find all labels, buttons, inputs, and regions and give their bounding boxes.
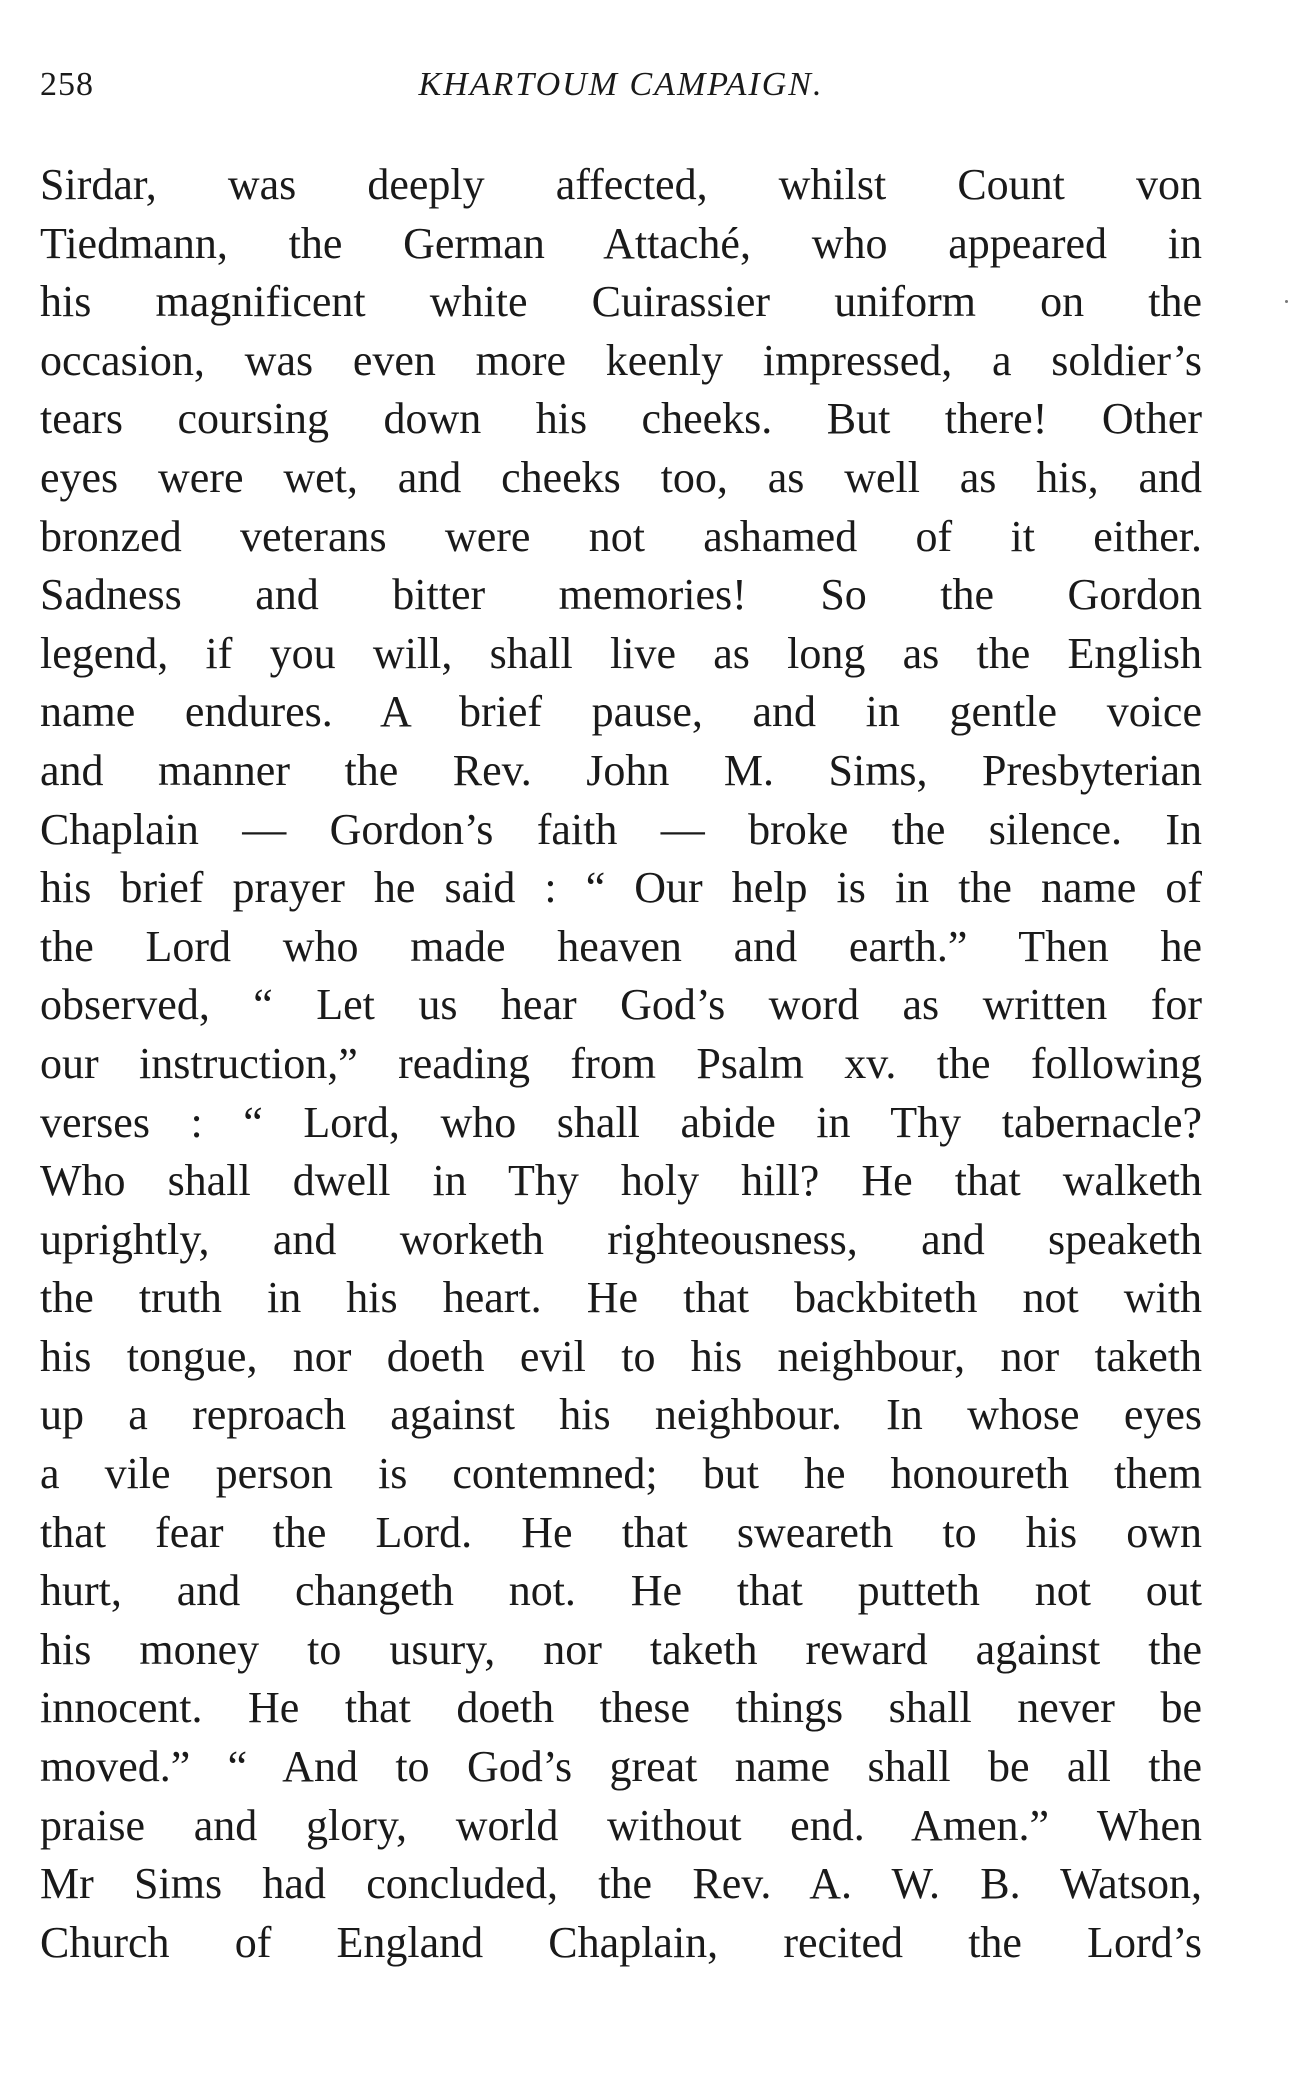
text-line: our instruction,” reading from Psalm xv. the following (40, 1038, 1202, 1088)
text-line: uprightly, and worketh righteousness, and speaketh (40, 1214, 1202, 1264)
body-text (40, 156, 1202, 1972)
text-line: that fear the Lord. He that sweareth to his own (40, 1507, 1202, 1557)
text-line: Tiedmann, the German Attaché, who appeared in (40, 218, 1202, 268)
text-line: Sadness and bitter memories! So the Gordon (40, 570, 1202, 620)
text-line: a vile person is contemned; but he honoureth them (40, 1449, 1202, 1499)
text-line: legend, if you will, shall live as long as the English (40, 628, 1202, 678)
text-line: name endures. A brief pause, and in gentle voice (40, 687, 1202, 737)
text-line: his money to usury, nor taketh reward against the (40, 1624, 1202, 1674)
text-line: observed, “ Let us hear God’s word as written for (40, 980, 1202, 1030)
text-line: the Lord who made heaven and earth.” Then he (40, 921, 1202, 971)
text-line: praise and glory, world without end. Amen.” When (40, 1800, 1202, 1850)
text-line: hurt, and changeth not. He that putteth not out (40, 1566, 1202, 1616)
text-line: bronzed veterans were not ashamed of it either. (40, 511, 1202, 561)
text-line: the truth in his heart. He that backbiteth not with (40, 1273, 1202, 1323)
paper-speck (1285, 300, 1288, 303)
text-line: verses : “ Lord, who shall abide in Thy tabernacle? (40, 1097, 1202, 1147)
text-line: Sirdar, was deeply affected, whilst Count von (40, 160, 1202, 209)
text-line: his magnificent white Cuirassier uniform on the (40, 277, 1202, 327)
text-line: his tongue, nor doeth evil to his neighbour, nor taketh (40, 1331, 1202, 1381)
text-line: tears coursing down his cheeks. But there! Other (40, 394, 1202, 444)
text-line: innocent. He that doeth these things shall never be (40, 1683, 1202, 1733)
text-line: Who shall dwell in Thy holy hill? He that walketh (40, 1156, 1202, 1206)
text-line: moved.” “ And to God’s great name shall be all the (40, 1742, 1202, 1792)
text-line: his brief prayer he said : “ Our help is in the name of (40, 863, 1202, 913)
page-header (40, 66, 1202, 116)
text-line: Church of England Chaplain, recited the Lord’s (40, 1917, 1202, 1967)
text-line: Chaplain — Gordon’s faith — broke the silence. In (40, 804, 1202, 854)
running-head: KHARTOUM CAMPAIGN. (418, 66, 824, 103)
page-number: 258 (40, 66, 94, 103)
text-line: Mr Sims had concluded, the Rev. A. W. B. Watson, (40, 1859, 1202, 1909)
text-line: occasion, was even more keenly impressed, a soldier’s (40, 335, 1202, 385)
text-line: eyes were wet, and cheeks too, as well as his, and (40, 452, 1202, 502)
text-line: and manner the Rev. John M. Sims, Presbyterian (40, 745, 1202, 795)
text-line: up a reproach against his neighbour. In whose eyes (40, 1390, 1202, 1440)
